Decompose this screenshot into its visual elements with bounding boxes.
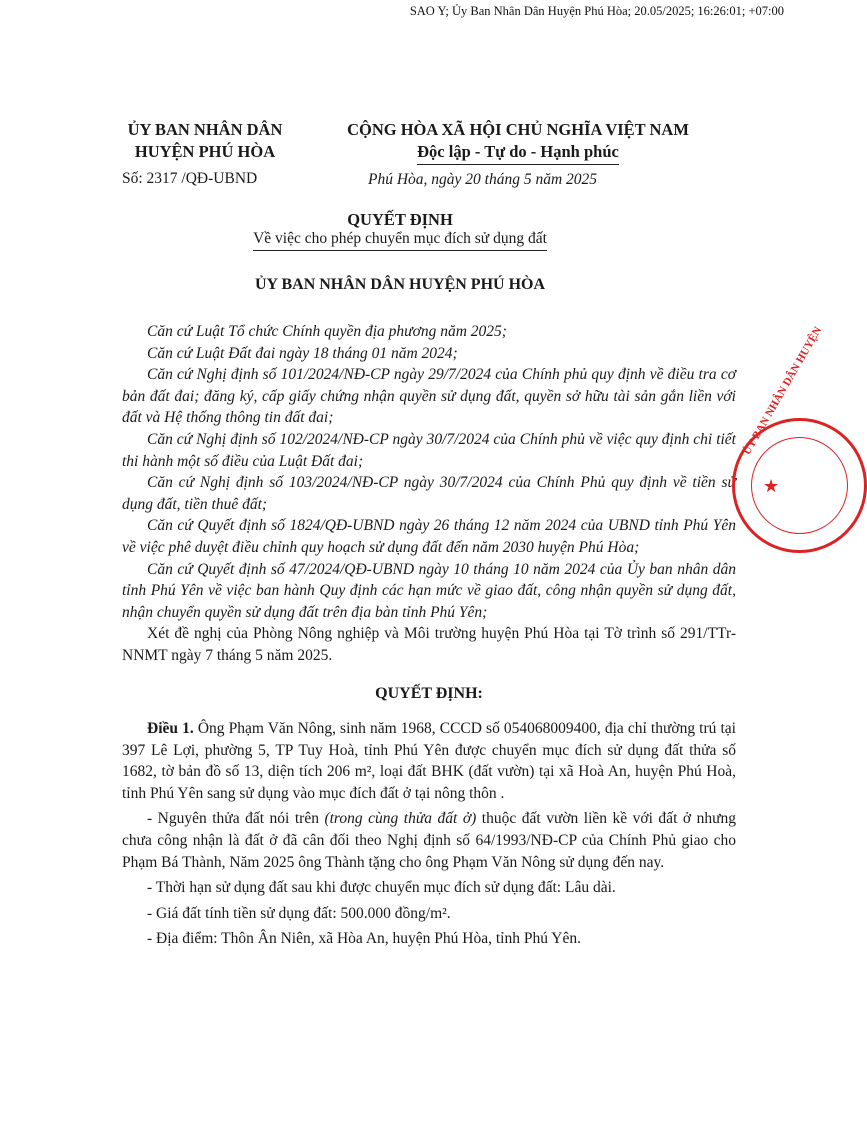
legal-basis: Căn cứ Quyết định số 47/2024/QĐ-UBND ngày 10 tháng 10 năm 2024 của Ủy ban nhân dân tỉnh Phú Yên về việc ban hành Quy định các hạn mức về giao đất, công nhận quyền sử dụng đất, nhận chuyển quyền sử dụng đất trên địa bàn tỉnh Phú Yên; bbox=[122, 560, 736, 621]
agency-line1: ỦY BAN NHÂN DÂN bbox=[127, 120, 283, 139]
decide-heading: QUYẾT ĐỊNH: bbox=[375, 684, 483, 702]
land-price: - Giá đất tính tiền sử dụng đất: 500.000 đồng/m². bbox=[147, 904, 451, 922]
document-title: QUYẾT ĐỊNH bbox=[347, 210, 453, 229]
article-1-main bbox=[122, 718, 736, 804]
document-subtitle: Về việc cho phép chuyển mục đích sử dụng đất bbox=[0, 230, 800, 251]
national-motto: Độc lập - Tự do - Hạnh phúc bbox=[417, 141, 619, 165]
issuing-authority: ỦY BAN NHÂN DÂN HUYỆN PHÚ HÒA bbox=[254, 276, 546, 293]
proposal-paragraph: Xét đề nghị của Phòng Nông nghiệp và Môi trường huyện Phú Hòa tại Tờ trình số 291/TTr-NNMT ngày 7 tháng 5 năm 2025. bbox=[122, 625, 736, 664]
country-name: CỘNG HÒA XÃ HỘI CHỦ NGHĨA VIỆT NAM bbox=[347, 120, 689, 139]
issue-date: Phú Hòa, ngày 20 tháng 5 năm 2025 bbox=[368, 171, 598, 188]
legal-basis: Căn cứ Quyết định số 1824/QĐ-UBND ngày 26 tháng 12 năm 2024 của UBND tỉnh Phú Yên về việc phê duyệt điều chỉnh quy hoạch sử dụng đất đến năm 2030 huyện Phú Hòa; bbox=[122, 517, 736, 556]
digital-copy-stamp: SAO Y; Ủy Ban Nhân Dân Huyện Phú Hòa; 20.05/2025; 16:26:01; +07:00 bbox=[409, 4, 784, 18]
agency-line2: HUYỆN PHÚ HÒA bbox=[134, 142, 276, 161]
red-seal bbox=[732, 324, 867, 553]
decision-number: Số: 2317 /QĐ-UBND bbox=[122, 170, 258, 187]
legal-basis: Căn cứ Nghị định số 102/2024/NĐ-CP ngày 30/7/2024 của Chính phủ về việc quy định chi tiết thi hành một số điều của Luật Đất đai; bbox=[122, 430, 736, 470]
land-location: - Địa điểm: Thôn Ân Niên, xã Hòa An, huyện Phú Hòa, tỉnh Phú Yên. bbox=[147, 930, 581, 948]
document-body bbox=[122, 321, 736, 954]
article-1 bbox=[122, 718, 736, 950]
seal-text: ỦY BAN NHÂN DÂN HUYỆN bbox=[741, 324, 825, 457]
article-1-label: Điều 1. bbox=[147, 720, 194, 738]
article-1-text: Ông Phạm Văn Nông, sinh năm 1968, CCCD số 054068009400, địa chỉ thường trú tại 397 Lê Lợi, phường 5, TP Tuy Hoà, tỉnh Phú Yên được chuyển mục đích sử dụng đất thửa số 1682, tờ bản đồ số 13, diện tích 206 m², loại đất BHK (đất vườn) tại xã Hoà An, huyện Phú Hoà, tỉnh Phú Yên sang sử dụng vào mục đích đất ở tại nông thôn . bbox=[122, 720, 736, 802]
legal-basis: Căn cứ Nghị định số 101/2024/NĐ-CP ngày 29/7/2024 của Chính phủ quy định về điều tra cơ bản đất đai; đăng ký, cấp giấy chứng nhận quyền sử dụng đất, quyền sở hữu tài sản gắn liền với đất và Hệ thống thông tin đất đai; bbox=[122, 366, 736, 427]
legal-basis: Căn cứ Nghị định số 103/2024/NĐ-CP ngày 30/7/2024 của Chính Phủ quy định về tiền sử dụng đất, tiền thuê đất; bbox=[122, 474, 736, 513]
legal-basis: Căn cứ Luật Đất đai ngày 18 tháng 01 năm 2024; bbox=[147, 344, 458, 362]
land-origin: - Nguyên thửa đất nói trên (trong cùng thửa đất ở) thuộc đất vườn liền kề với đất ở nhưng chưa công nhận là đất ở đã cân đối theo Nghị định số 64/1993/NĐ-CP của Chính Phủ giao cho Phạm Bá Thành, Năm 2025 ông Thành tặng cho ông Phạm Văn Nông sử dụng đến nay. bbox=[122, 810, 736, 871]
issuing-agency bbox=[100, 119, 310, 163]
usage-term: - Thời hạn sử dụng đất sau khi được chuyển mục đích sử dụng đất: Lâu dài. bbox=[147, 879, 616, 897]
national-heading bbox=[318, 119, 718, 165]
star-icon: ★ bbox=[763, 476, 780, 496]
legal-basis: Căn cứ Luật Tổ chức Chính quyền địa phương năm 2025; bbox=[147, 323, 507, 340]
